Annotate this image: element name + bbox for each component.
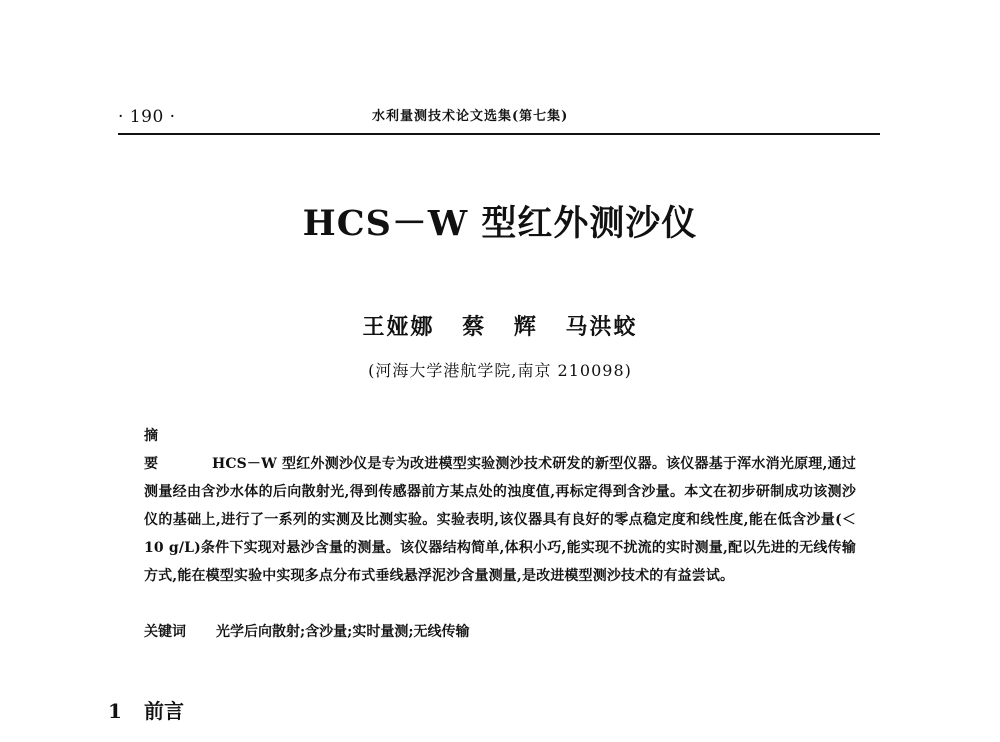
section-number: 1 [108, 699, 122, 723]
article-title: HCS－W 型红外测沙仪 [302, 203, 698, 244]
keywords-text: 光学后向散射;含沙量;实时量测;无线传输 [216, 624, 470, 640]
abstract-text: HCS－W 型红外测沙仪是专为改进模型实验测沙技术研发的新型仪器。该仪器基于浑水消光原理,通过测量经由含沙水体的后向散射光,得到传感器前方某点处的浊度值,再标定得到含沙量。本文在初步研制成功该测沙仪的基础上,进行了一系列的实测及比测实验。实验表明,该仪器具有良好的零点稳定度和线性度,能在低含沙量(＜10 g/L)条件下实现对悬沙含量的测量。该仪器结构简单,体积小巧,能实现不扰流的实时测量,配以先进的无线传输方式,能在模型实验中实现多点分布式垂线悬浮泥沙含量测量,是改进模型测沙技术的有益尝试。 [144, 456, 856, 584]
keywords-label: 关键词 [144, 624, 186, 640]
affiliation: (河海大学港航学院,南京 210098) [368, 361, 632, 380]
abstract-label: 摘 要 [144, 428, 170, 472]
running-head: 水利量测技术论文选集(第七集) [372, 109, 569, 124]
section-heading [108, 696, 184, 726]
header-rule [118, 133, 880, 135]
section-title: 前言 [144, 699, 184, 723]
page-header [118, 106, 880, 128]
page-number: · 190 · [118, 107, 176, 127]
keywords [144, 618, 856, 646]
abstract [144, 422, 856, 590]
authors: 王娅娜 蔡 辉 马洪蛟 [362, 314, 638, 340]
